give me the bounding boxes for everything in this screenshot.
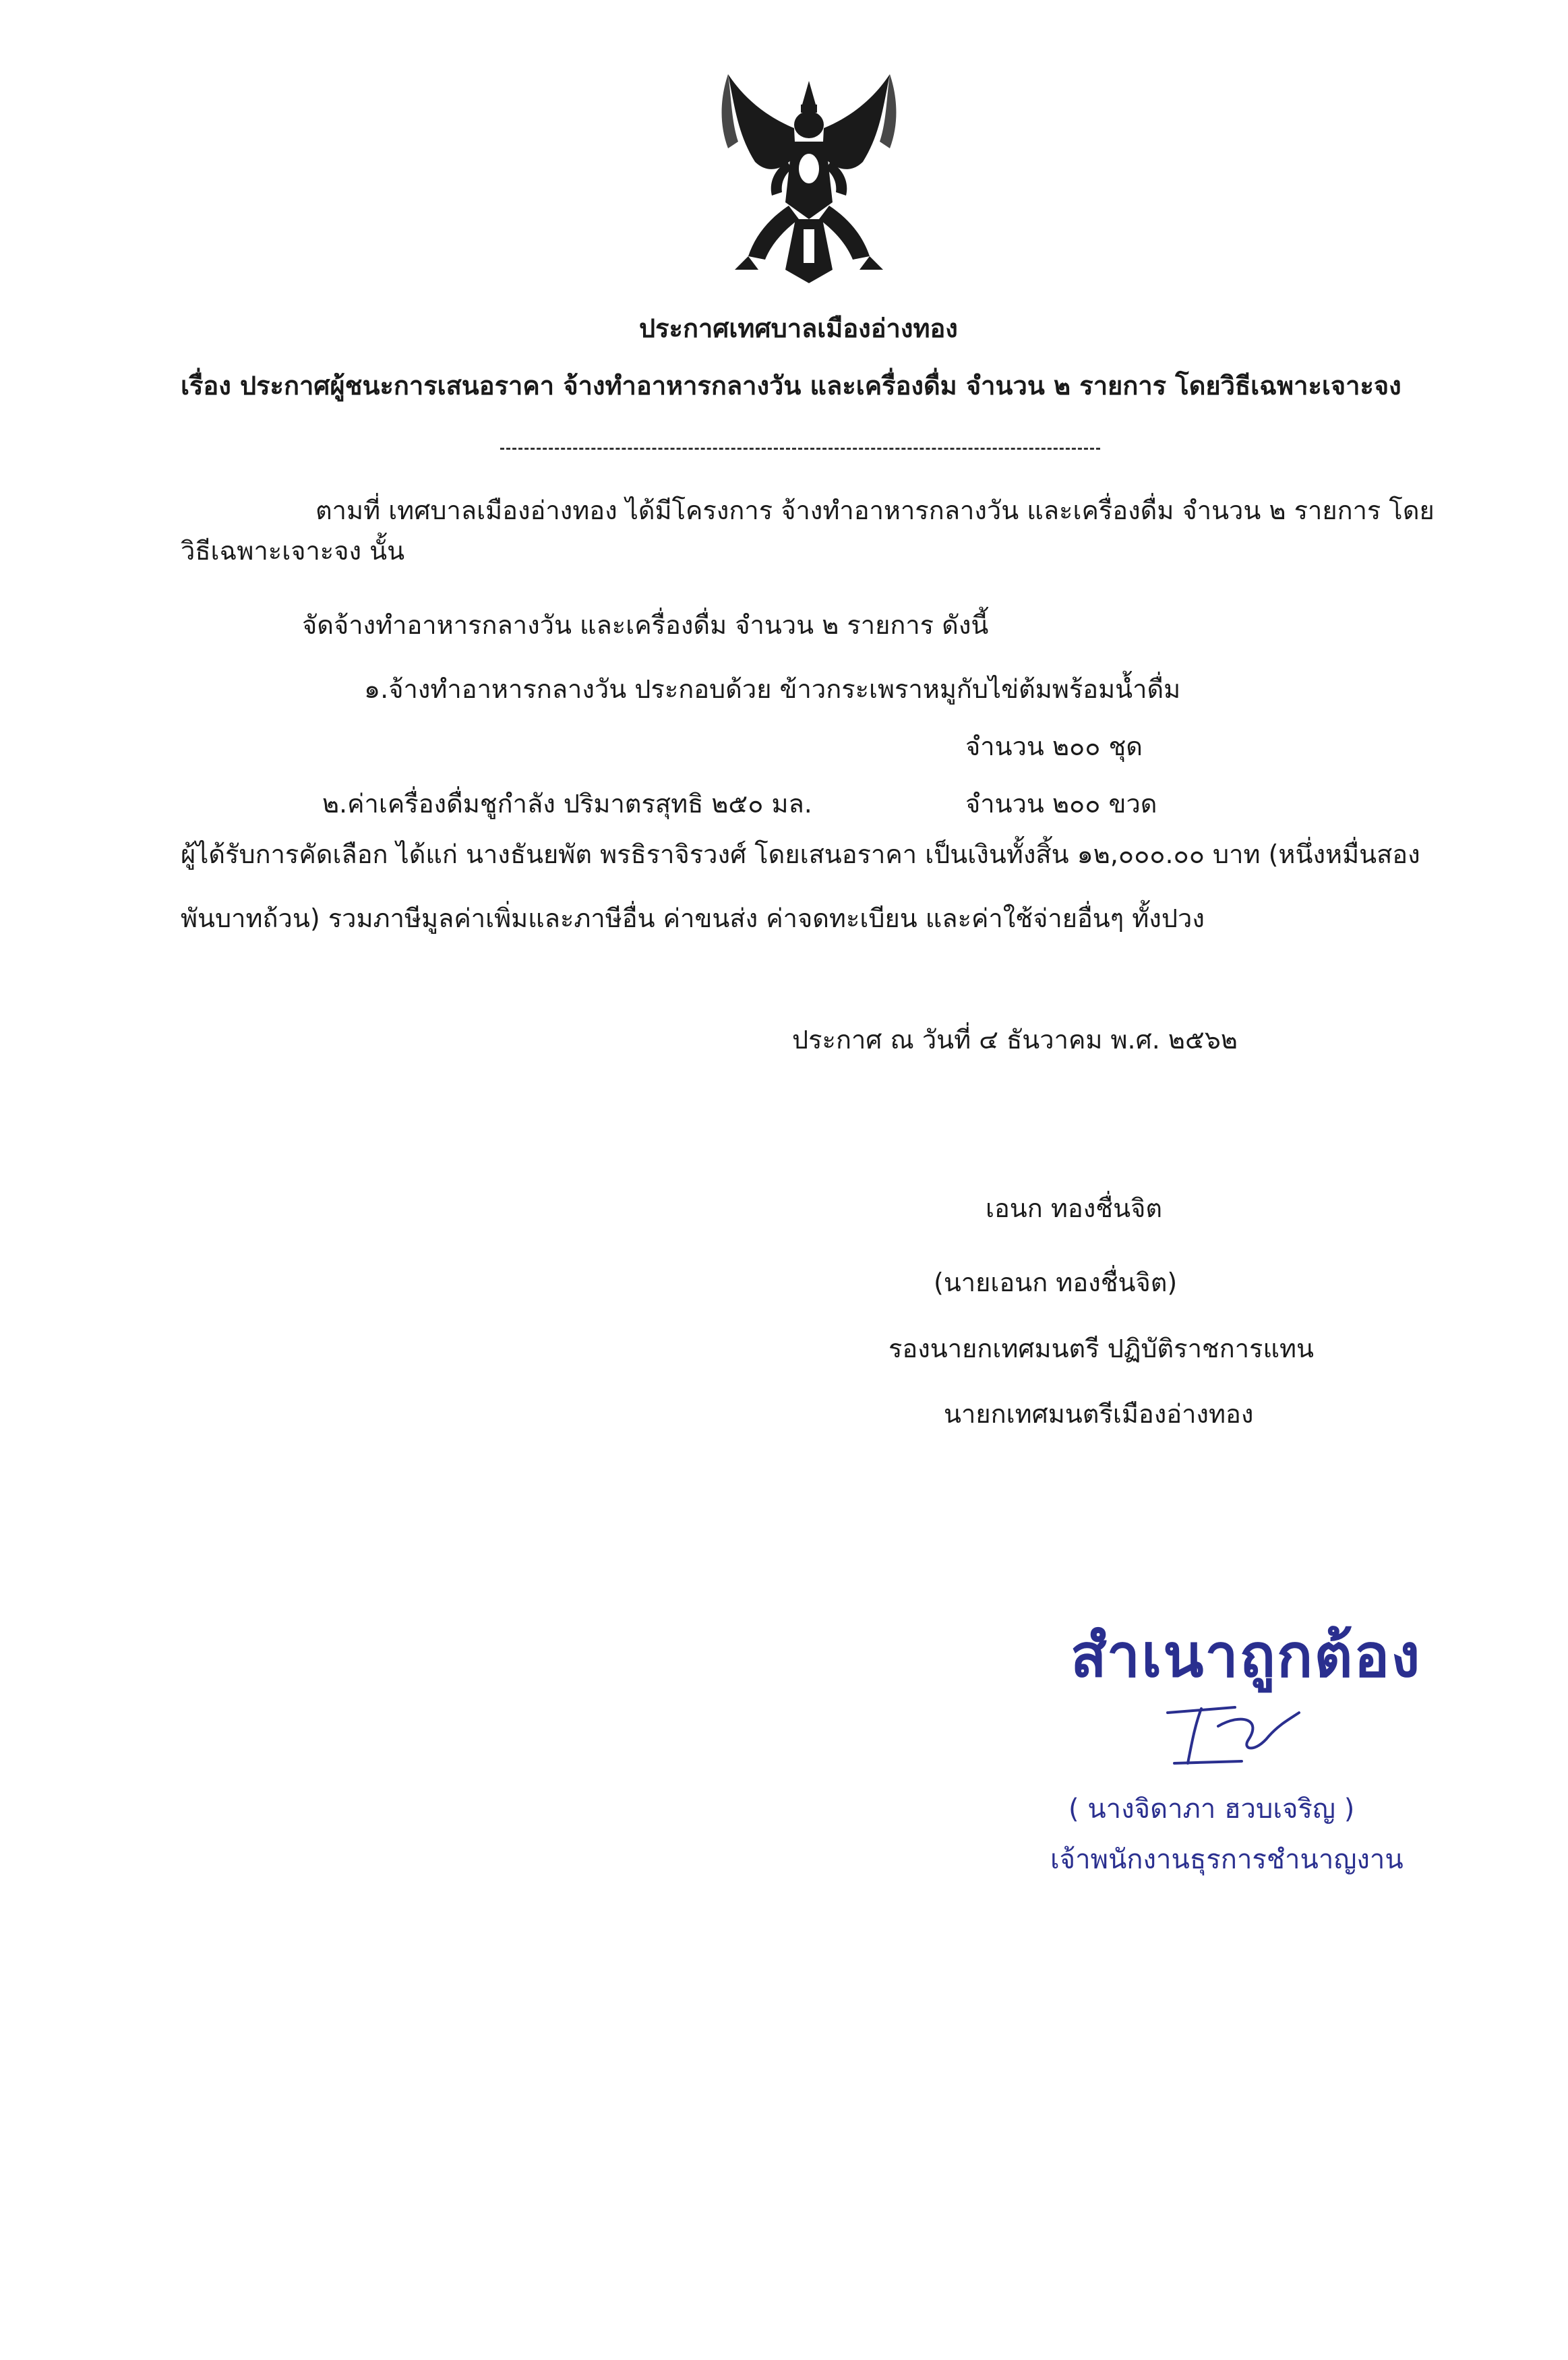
item-1-text: ๑.จ้างทำอาหารกลางวัน ประกอบด้วย ข้าวกระเพราหมูกับไข่ต้มพร้อมน้ำดื่ม [364, 674, 1181, 704]
divider-line [500, 448, 1100, 450]
announcement-title: ประกาศเทศบาลเมืองอ่างทอง [639, 314, 958, 343]
announcement-subject: เรื่อง ประกาศผู้ชนะการเสนอราคา จ้างทำอาหารกลางวัน และเครื่องดื่ม จำนวน ๒ รายการ โดยวิธีเฉพาะเจาะจง [181, 371, 1401, 401]
item-1-qty: จำนวน ๒๐๐ ชุด [965, 732, 1143, 761]
item-2-text: ๒.ค่าเครื่องดื่มชูกำลัง ปริมาตรสุทธิ ๒๕๐ มล. [322, 789, 812, 819]
announcement-date: ประกาศ ณ วันที่ ๔ ธันวาคม พ.ศ. ๒๕๖๒ [792, 1025, 1238, 1055]
garuda-emblem-icon [708, 67, 910, 290]
signer-position-1: รองนายกเทศมนตรี ปฏิบัติราชการแทน [888, 1334, 1314, 1363]
item-2-qty: จำนวน ๒๐๐ ขวด [965, 789, 1157, 819]
paragraph-1-line-2: วิธีเฉพาะเจาะจง นั้น [181, 536, 405, 566]
paragraph-1-line-1: ตามที่ เทศบาลเมืองอ่างทอง ได้มีโครงการ จ้างทำอาหารกลางวัน และเครื่องดื่ม จำนวน ๒ รายการ โดย [315, 496, 1435, 525]
winner-line-2: พันบาทถ้วน) รวมภาษีมูลค่าเพิ่มและภาษีอื่น ค่าขนส่ง ค่าจดทะเบียน และค่าใช้จ่ายอื่นๆ ทั้งปวง [181, 904, 1205, 933]
handwritten-signature [1154, 1699, 1309, 1773]
signer-full-name: (นายเอนก ทองชื่นจิต) [934, 1268, 1178, 1297]
signer-position-2: นายกเทศมนตรีเมืองอ่างทอง [944, 1399, 1254, 1429]
stamp-officer-position: เจ้าพนักงานธุรการชำนาญงาน [1050, 1844, 1404, 1875]
certified-copy-stamp: สำเนาถูกต้อง [1071, 1621, 1422, 1690]
signer-name: เอนก ทองชื่นจิต [986, 1193, 1163, 1223]
paragraph-2: จัดจ้างทำอาหารกลางวัน และเครื่องดื่ม จำนวน ๒ รายการ ดังนี้ [302, 610, 989, 640]
winner-line-1: ผู้ได้รับการคัดเลือก ได้แก่ นางธันยพัต พรธิราจิรวงศ์ โดยเสนอราคา เป็นเงินทั้งสิ้น ๑๒,๐๐๐.๐๐ บาท (หนึ่งหมื่นสอง [181, 839, 1420, 869]
stamp-officer-name: ( นางจิดาภา ฮวบเจริญ ) [1068, 1794, 1355, 1825]
